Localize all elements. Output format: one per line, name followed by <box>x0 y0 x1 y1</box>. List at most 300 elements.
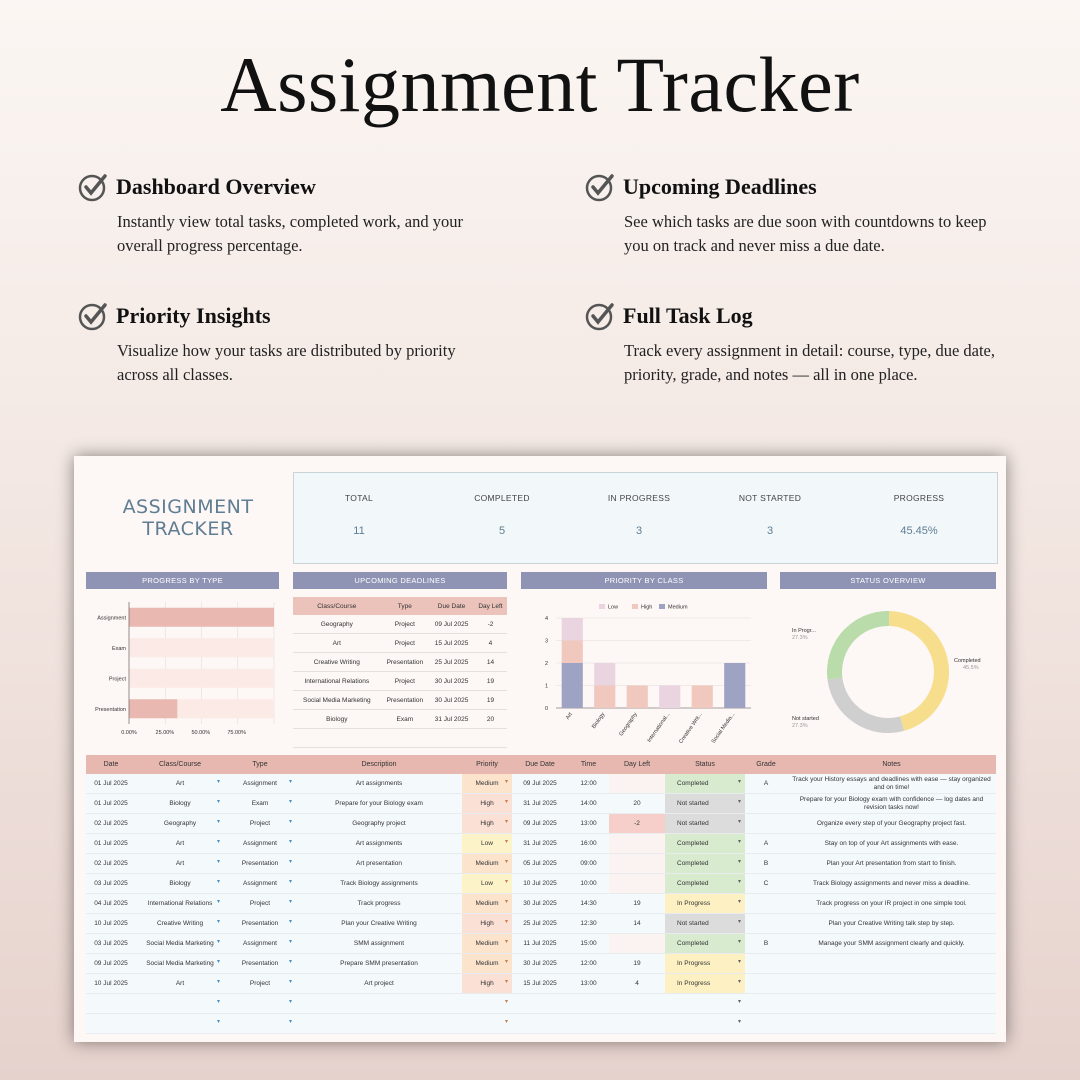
log-days-left: 4 <box>609 974 665 994</box>
log-status[interactable] <box>665 994 745 1014</box>
log-priority[interactable]: Medium ▾ <box>462 934 512 954</box>
deadline-type: Presentation <box>381 653 429 672</box>
bar-segment-high <box>562 641 583 664</box>
log-description: SMM assignment <box>296 934 462 954</box>
empty-cell <box>474 729 507 748</box>
log-date: 01 Jul 2025 <box>86 774 136 794</box>
log-notes: Track progress on your IR project in one simple tool. <box>787 894 996 914</box>
category-label: Presentation <box>95 706 126 713</box>
log-time: 12:00 <box>568 954 609 974</box>
table-row <box>86 974 996 994</box>
check-icon <box>585 172 615 202</box>
slice-pct: 45.5% <box>963 665 979 671</box>
log-due-date: 05 Jul 2025 <box>512 854 568 874</box>
log-priority[interactable] <box>462 994 512 1014</box>
log-description: Prepare SMM presentation <box>296 954 462 974</box>
log-time <box>568 1014 609 1034</box>
stat-label: COMPLETED <box>474 493 530 503</box>
log-date: 10 Jul 2025 <box>86 974 136 994</box>
log-date: 01 Jul 2025 <box>86 834 136 854</box>
deadline-class: Art <box>293 634 381 653</box>
log-class[interactable]: International Relations ▾ <box>136 894 224 914</box>
log-status-header: Status <box>665 755 745 774</box>
log-grade: A <box>745 774 787 794</box>
category-label: Biology <box>591 711 607 730</box>
log-time <box>568 994 609 1014</box>
table-row <box>86 854 996 874</box>
log-class[interactable]: Creative Writing ▾ <box>136 914 224 934</box>
log-days-left: 19 <box>609 954 665 974</box>
table-row <box>86 774 996 794</box>
log-type[interactable]: Assignment ▾ <box>224 774 296 794</box>
log-date: 02 Jul 2025 <box>86 854 136 874</box>
empty-cell <box>429 729 474 748</box>
priority-by-class-chart <box>521 596 767 746</box>
slice-label: Completed <box>954 658 981 664</box>
deadline-due: 25 Jul 2025 <box>429 653 474 672</box>
logo-line-1: ASSIGNMENT <box>122 496 254 518</box>
log-date: 03 Jul 2025 <box>86 874 136 894</box>
table-row <box>86 914 996 934</box>
table-row <box>86 894 996 914</box>
legend-label: Medium <box>668 604 688 611</box>
bar-presentation <box>129 699 177 718</box>
deadline-class: Geography <box>293 615 381 634</box>
y-tick-label: 4 <box>544 616 548 622</box>
deadline-days-left: -2 <box>474 615 507 634</box>
category-label: Social Media... <box>710 711 737 745</box>
log-time: 09:00 <box>568 854 609 874</box>
bar-track <box>129 669 274 688</box>
log-description: Art presentation <box>296 854 462 874</box>
log-type[interactable]: Assignment ▾ <box>224 834 296 854</box>
log-due-date: 31 Jul 2025 <box>512 794 568 814</box>
y-tick-label: 2 <box>544 661 548 667</box>
deadline-row <box>293 691 507 710</box>
check-icon <box>78 172 108 202</box>
log-class[interactable]: Geography ▾ <box>136 814 224 834</box>
log-priority[interactable]: Medium ▾ <box>462 894 512 914</box>
bar-track <box>129 638 274 657</box>
log-time: 13:00 <box>568 814 609 834</box>
log-due-date: 10 Jul 2025 <box>512 874 568 894</box>
feature-full-task-log <box>585 301 1005 387</box>
slice-pct: 27.3% <box>792 723 808 729</box>
table-row <box>86 934 996 954</box>
log-days-left: 20 <box>609 794 665 814</box>
log-class[interactable]: Art ▾ <box>136 974 224 994</box>
log-status[interactable]: Completed ▾ <box>665 934 745 954</box>
log-class[interactable]: Art ▾ <box>136 854 224 874</box>
task-log-table <box>86 755 996 1034</box>
log-days-left <box>609 1014 665 1034</box>
deadline-days-left: 4 <box>474 634 507 653</box>
log-notes: Organize every step of your Geography project fast. <box>787 814 996 834</box>
log-type-header: Type <box>224 755 296 774</box>
log-due-date: 30 Jul 2025 <box>512 894 568 914</box>
log-priority[interactable]: Medium ▾ <box>462 774 512 794</box>
log-grade <box>745 1014 787 1034</box>
log-description-header: Description <box>296 755 462 774</box>
log-priority[interactable]: Medium ▾ <box>462 954 512 974</box>
log-grade: A <box>745 834 787 854</box>
log-time: 12:30 <box>568 914 609 934</box>
category-label: Exam <box>111 645 126 652</box>
y-tick-label: 0 <box>544 706 548 712</box>
bar-segment-high <box>692 686 713 709</box>
log-notes <box>787 994 996 1014</box>
log-status[interactable]: Completed ▾ <box>665 874 745 894</box>
deadline-type: Project <box>381 634 429 653</box>
log-status[interactable]: In Progress ▾ <box>665 894 745 914</box>
donut-slice-0 <box>889 611 949 731</box>
deadline-type: Presentation <box>381 691 429 710</box>
log-grade <box>745 814 787 834</box>
stat-label: NOT STARTED <box>738 493 802 503</box>
log-date: 01 Jul 2025 <box>86 794 136 814</box>
bar-segment-low <box>562 618 583 641</box>
deadlines-col-due: Due Date <box>429 597 474 615</box>
deadline-days-left: 20 <box>474 710 507 729</box>
log-time: 13:00 <box>568 974 609 994</box>
log-time-header: Time <box>568 755 609 774</box>
log-priority[interactable]: High ▾ <box>462 974 512 994</box>
log-grade: C <box>745 874 787 894</box>
table-row <box>86 814 996 834</box>
log-time: 10:00 <box>568 874 609 894</box>
log-time: 14:00 <box>568 794 609 814</box>
log-class[interactable]: Social Media Marketing ▾ <box>136 934 224 954</box>
x-tick-label: 50.00% <box>191 730 211 736</box>
log-date <box>86 994 136 1014</box>
log-type[interactable]: Assignment ▾ <box>224 874 296 894</box>
log-due-date: 25 Jul 2025 <box>512 914 568 934</box>
log-header-row <box>86 755 996 774</box>
log-class[interactable]: Biology ▾ <box>136 874 224 894</box>
log-due-date: 30 Jul 2025 <box>512 954 568 974</box>
log-priority[interactable]: High ▾ <box>462 914 512 934</box>
stat-total <box>289 473 429 537</box>
stat-in-progress <box>569 473 709 537</box>
deadline-due: 30 Jul 2025 <box>429 672 474 691</box>
log-grade <box>745 974 787 994</box>
empty-cell <box>381 729 429 748</box>
slice-pct: 27.3% <box>792 635 808 641</box>
log-type[interactable] <box>224 994 296 1014</box>
log-due-date: 11 Jul 2025 <box>512 934 568 954</box>
table-row-empty <box>86 1014 996 1034</box>
category-label: Geography <box>618 711 639 738</box>
log-notes: Prepare for your Biology exam with confidence — log dates and revision tasks now! <box>787 794 996 814</box>
log-days-left <box>609 834 665 854</box>
log-description: Geography project <box>296 814 462 834</box>
deadline-type: Project <box>381 615 429 634</box>
category-label: International... <box>646 711 672 744</box>
log-status[interactable] <box>665 1014 745 1034</box>
bar-segment-high <box>627 686 648 709</box>
log-class[interactable]: Art ▾ <box>136 834 224 854</box>
log-days-left <box>609 774 665 794</box>
log-date <box>86 1014 136 1034</box>
y-tick-label: 1 <box>544 683 548 690</box>
log-description <box>296 1014 462 1034</box>
bar-segment-medium <box>724 663 745 708</box>
deadline-row <box>293 672 507 691</box>
log-days-left <box>609 874 665 894</box>
spreadsheet-screenshot <box>74 456 1006 1042</box>
category-label: Project <box>108 676 126 683</box>
log-due-date: 09 Jul 2025 <box>512 814 568 834</box>
log-grade <box>745 794 787 814</box>
log-due-date <box>512 994 568 1014</box>
log-type[interactable]: Project ▾ <box>224 894 296 914</box>
log-class-header: Class/Course <box>136 755 224 774</box>
sheet-logo <box>88 496 288 540</box>
log-priority[interactable]: High ▾ <box>462 794 512 814</box>
log-days-left <box>609 994 665 1014</box>
log-type[interactable]: Project ▾ <box>224 814 296 834</box>
log-description: Art assignments <box>296 774 462 794</box>
category-label: Creative Writ... <box>678 711 704 745</box>
deadline-days-left: 14 <box>474 653 507 672</box>
x-tick-label: 75.00% <box>227 730 246 736</box>
category-label: Art <box>564 711 574 721</box>
log-notes <box>787 954 996 974</box>
log-class[interactable] <box>136 1014 224 1034</box>
deadline-type: Project <box>381 672 429 691</box>
log-status[interactable]: Completed ▾ <box>665 834 745 854</box>
log-due-date: 15 Jul 2025 <box>512 974 568 994</box>
section-header-progress-by-type: PROGRESS BY TYPE <box>86 572 279 589</box>
log-time: 14:30 <box>568 894 609 914</box>
feature-description: See which tasks are due soon with countdowns to keep you on track and never miss a due date. <box>624 212 987 255</box>
feature-description: Track every assignment in detail: course, type, due date, priority, grade, and notes — all in one place. <box>624 341 995 384</box>
stat-completed <box>432 473 572 537</box>
log-days-left: -2 <box>609 814 665 834</box>
deadline-due: 15 Jul 2025 <box>429 634 474 653</box>
log-class[interactable]: Art ▾ <box>136 774 224 794</box>
log-type[interactable]: Project ▾ <box>224 974 296 994</box>
deadline-class: Creative Writing <box>293 653 381 672</box>
log-grade <box>745 954 787 974</box>
log-date-header: Date <box>86 755 136 774</box>
log-due-date: 31 Jul 2025 <box>512 834 568 854</box>
log-grade: B <box>745 934 787 954</box>
stat-value: 5 <box>498 525 506 537</box>
log-priority[interactable]: Medium ▾ <box>462 854 512 874</box>
deadline-row-empty <box>293 729 507 748</box>
log-days-left <box>609 934 665 954</box>
legend-label: High <box>641 604 653 611</box>
section-header-upcoming-deadlines: UPCOMING DEADLINES <box>293 572 507 589</box>
deadline-row <box>293 615 507 634</box>
deadline-days-left: 19 <box>474 672 507 691</box>
log-notes: Track your History essays and deadlines with ease — stay organized and on time! <box>787 774 996 794</box>
deadline-class: Biology <box>293 710 381 729</box>
table-row <box>86 874 996 894</box>
log-priority[interactable]: Low ▾ <box>462 874 512 894</box>
log-days-left <box>609 854 665 874</box>
log-type[interactable]: Presentation ▾ <box>224 854 296 874</box>
log-notes: Stay on top of your Art assignments with ease. <box>787 834 996 854</box>
stat-progress <box>849 473 989 537</box>
log-grade-header: Grade <box>745 755 787 774</box>
check-icon <box>585 301 615 331</box>
stat-label: PROGRESS <box>893 493 945 503</box>
feature-description: Instantly view total tasks, completed work, and your overall progress percentage. <box>117 212 463 255</box>
feature-description: Visualize how your tasks are distributed by priority across all classes. <box>117 341 456 384</box>
feature-dashboard-overview <box>78 172 498 258</box>
log-notes <box>787 974 996 994</box>
deadlines-col-type: Type <box>381 597 429 615</box>
page-title: Assignment Tracker <box>220 41 860 128</box>
log-class[interactable] <box>136 994 224 1014</box>
upcoming-deadlines-table <box>293 597 507 767</box>
category-label: Assignment <box>97 615 126 622</box>
deadline-row <box>293 634 507 653</box>
log-grade <box>745 994 787 1014</box>
log-status[interactable]: Not started ▾ <box>665 794 745 814</box>
deadline-class: International Relations <box>293 672 381 691</box>
status-overview-chart <box>780 596 996 746</box>
stat-label: TOTAL <box>344 493 374 503</box>
table-row <box>86 794 996 814</box>
log-grade <box>745 914 787 934</box>
log-days-left: 14 <box>609 914 665 934</box>
donut-slice-1 <box>827 678 904 733</box>
log-priority[interactable]: High ▾ <box>462 814 512 834</box>
log-priority[interactable]: Low ▾ <box>462 834 512 854</box>
log-days-left: 19 <box>609 894 665 914</box>
slice-label: In Progr... <box>792 628 816 634</box>
log-type[interactable]: Assignment ▾ <box>224 934 296 954</box>
check-icon <box>78 301 108 331</box>
deadline-type: Exam <box>381 710 429 729</box>
log-notes: Track Biology assignments and never miss a deadline. <box>787 874 996 894</box>
log-notes <box>787 1014 996 1034</box>
log-due-date-header: Due Date <box>512 755 568 774</box>
deadline-days-left: 19 <box>474 691 507 710</box>
section-header-status-overview: STATUS OVERVIEW <box>780 572 996 589</box>
stat-not-started <box>700 473 840 537</box>
log-status[interactable]: Completed ▾ <box>665 854 745 874</box>
log-description: Art project <box>296 974 462 994</box>
donut-slice-2 <box>827 611 889 679</box>
log-date: 03 Jul 2025 <box>86 934 136 954</box>
log-status[interactable]: In Progress ▾ <box>665 974 745 994</box>
bar-segment-medium <box>562 663 583 708</box>
log-description: Art assignments <box>296 834 462 854</box>
table-row <box>86 834 996 854</box>
empty-cell <box>293 729 381 748</box>
log-description: Track Biology assignments <box>296 874 462 894</box>
log-grade: B <box>745 854 787 874</box>
log-status[interactable]: Not started ▾ <box>665 814 745 834</box>
bar-segment-high <box>594 686 615 709</box>
feature-title: Priority Insights <box>116 303 271 328</box>
table-row-empty <box>86 994 996 1014</box>
deadlines-col-left: Day Left <box>474 597 507 615</box>
log-time: 16:00 <box>568 834 609 854</box>
log-class[interactable]: Biology ▾ <box>136 794 224 814</box>
log-priority-header: Priority <box>462 755 512 774</box>
feature-title: Full Task Log <box>623 303 753 328</box>
log-notes: Plan your Art presentation from start to finish. <box>787 854 996 874</box>
feature-priority-insights <box>78 301 498 387</box>
x-tick-label: 25.00% <box>155 730 175 736</box>
progress-by-type-chart <box>86 596 279 746</box>
deadline-class: Social Media Marketing <box>293 691 381 710</box>
log-date: 02 Jul 2025 <box>86 814 136 834</box>
stat-value: 11 <box>353 525 365 537</box>
stat-label: IN PROGRESS <box>607 493 671 503</box>
log-status[interactable]: Completed ▾ <box>665 774 745 794</box>
log-due-date: 09 Jul 2025 <box>512 774 568 794</box>
log-status[interactable]: In Progress ▾ <box>665 954 745 974</box>
deadlines-col-class: Class/Course <box>293 597 381 615</box>
log-date: 09 Jul 2025 <box>86 954 136 974</box>
y-tick-label: 3 <box>544 638 548 645</box>
log-notes: Manage your SMM assignment clearly and quickly. <box>787 934 996 954</box>
deadline-row <box>293 653 507 672</box>
feature-title: Upcoming Deadlines <box>623 174 817 199</box>
log-priority[interactable] <box>462 1014 512 1034</box>
log-type[interactable]: Presentation ▾ <box>224 954 296 974</box>
log-grade <box>745 894 787 914</box>
feature-upcoming-deadlines <box>585 172 1005 258</box>
log-type[interactable]: Presentation ▾ <box>224 914 296 934</box>
log-class[interactable]: Social Media Marketing ▾ <box>136 954 224 974</box>
log-due-date <box>512 1014 568 1034</box>
slice-label: Not started <box>792 716 819 722</box>
table-row <box>86 954 996 974</box>
legend-swatch <box>632 604 638 609</box>
bar-assignment <box>129 608 274 627</box>
deadline-due: 09 Jul 2025 <box>429 615 474 634</box>
log-status[interactable]: Not started ▾ <box>665 914 745 934</box>
log-description: Track progress <box>296 894 462 914</box>
log-date: 04 Jul 2025 <box>86 894 136 914</box>
log-time: 12:00 <box>568 774 609 794</box>
log-type[interactable] <box>224 1014 296 1034</box>
deadline-row <box>293 710 507 729</box>
legend-swatch <box>659 604 665 609</box>
section-header-priority-by-class: PRIORITY BY CLASS <box>521 572 767 589</box>
log-type[interactable]: Exam ▾ <box>224 794 296 814</box>
legend-swatch <box>599 604 605 609</box>
logo-line-2: TRACKER <box>142 518 234 540</box>
stats-summary <box>293 472 998 564</box>
bar-segment-low <box>659 686 680 709</box>
log-description: Plan your Creative Writing <box>296 914 462 934</box>
x-tick-label: 0.00% <box>121 730 137 736</box>
feature-title: Dashboard Overview <box>116 174 316 199</box>
log-date: 10 Jul 2025 <box>86 914 136 934</box>
legend-label: Low <box>608 604 619 611</box>
log-description: Prepare for your Biology exam <box>296 794 462 814</box>
deadline-due: 31 Jul 2025 <box>429 710 474 729</box>
log-days-left-header: Day Left <box>609 755 665 774</box>
stat-value: 45.45% <box>900 525 938 537</box>
log-notes: Plan your Creative Writing talk step by step. <box>787 914 996 934</box>
bar-segment-low <box>594 663 615 686</box>
stat-value: 3 <box>635 525 643 537</box>
stat-value: 3 <box>766 525 774 537</box>
log-description <box>296 994 462 1014</box>
deadlines-header-row <box>293 597 507 615</box>
log-time: 15:00 <box>568 934 609 954</box>
deadline-due: 30 Jul 2025 <box>429 691 474 710</box>
